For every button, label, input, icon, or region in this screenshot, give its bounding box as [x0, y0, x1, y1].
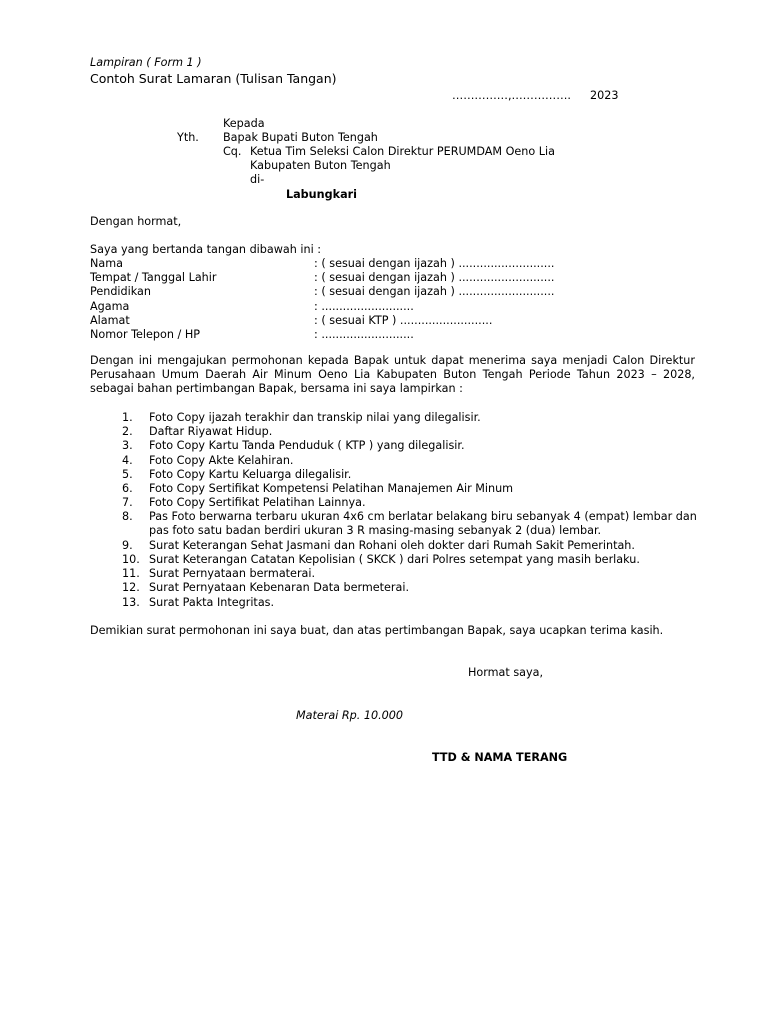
attachment-text-line: Surat Pernyataan Kebenaran Data bermeterai. — [149, 581, 410, 595]
recipient-name: Bapak Bupati Buton Tengah — [223, 131, 378, 144]
attachment-text — [149, 581, 693, 595]
field-label: Nomor Telepon / HP — [90, 328, 200, 341]
attachment-text-line: Foto Copy Sertifikat Pelatihan Lainnya. — [149, 496, 366, 510]
attachment-number: 10. — [122, 553, 140, 566]
date-place: ……………,……………. — [452, 89, 571, 102]
attachment-text — [149, 439, 693, 453]
attachment-text-line: Surat Pernyataan bermaterai. — [149, 567, 316, 581]
closing-text: Demikian surat permohonan ini saya buat, dan atas pertimbangan Bapak, saya ucapkan terima kasih. — [90, 624, 664, 637]
attachment-text — [149, 539, 693, 553]
field-label: Nama — [90, 257, 123, 270]
attachment-text — [149, 411, 693, 425]
attachment-text — [149, 454, 693, 468]
identity-field-row — [90, 300, 690, 314]
attachment-text — [149, 510, 697, 538]
request-paragraph-line-2: Perusahaan Umum Daerah Air Minum Oeno Lia Kabupaten Buton Tengah Periode Tahun 2023 – 2028, — [90, 368, 695, 381]
attachment-number: 11. — [122, 567, 140, 581]
attachment-text — [149, 496, 693, 510]
attachment-number: 4. — [122, 453, 133, 467]
attachment-text-line: Foto Copy Kartu Keluarga dilegalisir. — [149, 467, 352, 481]
identity-field-row — [90, 314, 690, 328]
attachment-text — [149, 596, 693, 610]
signature-greeting: Hormat saya, — [468, 666, 544, 679]
attachment-text-line: Foto Copy Kartu Tanda Penduduk ( KTP ) yang dilegalisir. — [149, 439, 465, 453]
attachment-text-line: Daftar Riyawat Hidup. — [149, 425, 273, 439]
identity-field-row — [90, 257, 690, 271]
attachment-number: 9. — [122, 538, 133, 552]
recipient-yth: Yth. — [177, 131, 199, 144]
attachment-text — [149, 553, 693, 567]
recipient-city: Labungkari — [286, 188, 357, 201]
attachment-text-line: Foto Copy ijazah terakhir dan transkip nilai yang dilegalisir. — [149, 411, 481, 424]
field-label: Tempat / Tanggal Lahir — [90, 271, 217, 285]
recipient-di: di- — [250, 173, 265, 186]
attachment-label: Lampiran ( Form 1 ) — [90, 56, 202, 69]
attachment-text — [149, 567, 693, 581]
stamp-duty-label: Materai Rp. 10.000 — [296, 709, 404, 722]
field-label: Pendidikan — [90, 285, 151, 299]
attachment-text — [149, 425, 693, 439]
attachment-text-line: Surat Keterangan Sehat Jasmani dan Rohani oleh dokter dari Rumah Sakit Pemerintah. — [149, 538, 635, 552]
attachment-text — [149, 482, 693, 496]
field-label: Alamat — [90, 313, 130, 327]
field-label: Agama — [90, 299, 130, 313]
attachment-number: 3. — [122, 439, 133, 453]
identity-field-row — [90, 285, 690, 299]
intro-text: Saya yang bertanda tangan dibawah ini : — [90, 243, 322, 256]
attachment-number: 7. — [122, 496, 133, 510]
field-value: : .......................... — [314, 328, 414, 341]
attachment-number: 13. — [122, 595, 140, 609]
field-value: : ( sesuai dengan ijazah ) ........................... — [314, 257, 555, 270]
greeting: Dengan hormat, — [90, 215, 182, 228]
signature-name: TTD & NAMA TERANG — [432, 751, 568, 764]
attachment-number: 2. — [122, 425, 133, 439]
attachment-text — [149, 468, 693, 482]
attachment-number: 5. — [122, 467, 133, 481]
attachment-text-line: Pas Foto berwarna terbaru ukuran 4x6 cm berlatar belakang biru sebanyak 4 (empat) lembar dan — [149, 510, 697, 524]
date-year: 2023 — [590, 89, 619, 102]
field-value: : ( sesuai dengan ijazah ) ........................... — [314, 285, 555, 299]
recipient-region: Kabupaten Buton Tengah — [250, 159, 391, 172]
field-value: : .......................... — [314, 299, 414, 313]
field-value: : ( sesuai dengan ijazah ) ........................... — [314, 271, 555, 285]
attachment-text-line: Surat Pakta Integritas. — [149, 595, 275, 609]
recipient-committee: Ketua Tim Seleksi Calon Direktur PERUMDAM Oeno Lia — [250, 145, 555, 158]
request-paragraph-line-1: Dengan ini mengajukan permohonan kepada Bapak untuk dapat menerima saya menjadi Calon Direktur — [90, 354, 695, 367]
attachment-text-line: Surat Keterangan Catatan Kepolisian ( SKCK ) dari Polres setempat yang masih berlaku. — [149, 553, 640, 566]
attachment-number: 1. — [122, 411, 133, 424]
attachment-number: 8. — [122, 510, 133, 524]
identity-field-row — [90, 328, 690, 342]
attachment-number: 12. — [122, 581, 140, 595]
attachment-text-line: Foto Copy Sertifikat Kompetensi Pelatihan Manajemen Air Minum — [149, 482, 514, 495]
attachment-text-line: pas foto satu badan berdiri ukuran 3 R masing-masing sebanyak 2 (dua) lembar. — [149, 524, 602, 538]
attachment-text-line: Foto Copy Akte Kelahiran. — [149, 453, 294, 467]
document-title: Contoh Surat Lamaran (Tulisan Tangan) — [90, 71, 337, 86]
field-value: : ( sesuai KTP ) .......................... — [314, 313, 493, 327]
recipient-cq: Cq. — [223, 145, 242, 158]
identity-field-row — [90, 271, 690, 285]
attachment-number: 6. — [122, 482, 133, 495]
recipient-kepada: Kepada — [223, 117, 265, 130]
request-paragraph-line-3: sebagai bahan pertimbangan Bapak, bersama ini saya lampirkan : — [90, 382, 463, 395]
